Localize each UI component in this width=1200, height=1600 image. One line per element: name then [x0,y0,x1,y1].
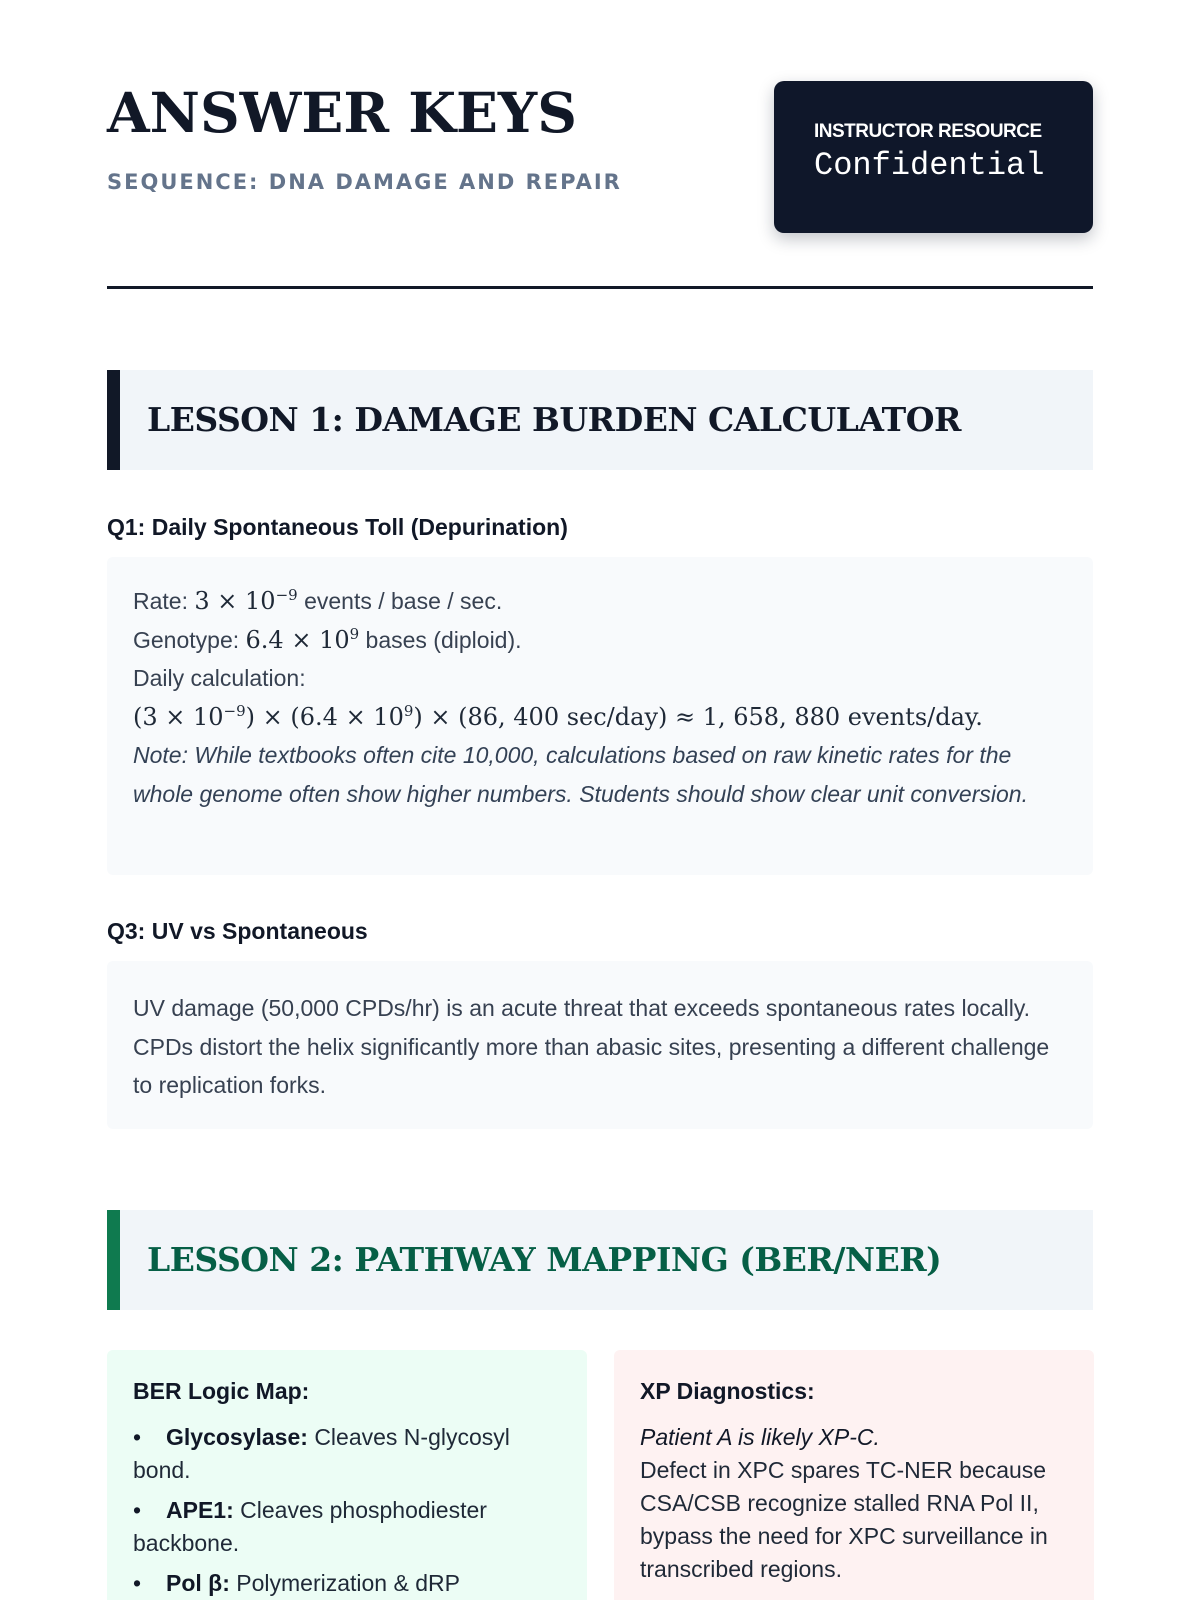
q1-calc-exponent-2: 9 [403,701,414,720]
xp-explanation: Defect in XPC spares TC-NER because CSA/CSB recognize stalled RNA Pol II, bypass the need for XPC surveillance in transcribed regions. [640,1457,1048,1582]
ber-step-desc: Polymerization & dRP [236,1570,460,1596]
q1-genotype-unit: bases (diploid). [365,626,522,653]
q1-genotype-value [246,626,360,654]
ber-step-item [133,1421,561,1487]
q1-rate-base: 3 × 10 [194,587,276,615]
q1-rate-value [194,587,297,615]
lesson-1-heading [107,370,1093,470]
q1-genotype-line [133,621,1067,660]
ber-step-item [133,1494,561,1560]
lesson-2-heading [107,1210,1093,1310]
q1-genotype-label: Genotype: [133,626,240,653]
q1-rate-exponent: −9 [275,586,298,604]
lesson-2-accent-bar [107,1210,120,1310]
lesson-1-accent-bar [107,370,120,470]
ber-step-term: Pol β: [166,1570,230,1596]
ber-card-title: BER Logic Map: [133,1378,310,1404]
xp-diagnosis: Patient A is likely XP-C. [640,1424,880,1450]
q1-rate-unit: events / base / sec. [304,588,503,614]
q3-answer-text: UV damage (50,000 CPDs/hr) is an acute threat that exceeds spontaneous rates locally. CPDs distort the helix significantly more than abasic sites, presenting a different challenge to replication forks. [133,995,1050,1098]
q1-genotype-base: 6.4 × 10 [245,625,350,654]
ber-step-desc: Cleaves N-glycosyl bond. [133,1424,510,1483]
lesson-2-title: LESSON 2: PATHWAY MAPPING (BER/NER) [147,1240,942,1279]
q1-rate-label: Rate: [133,588,188,614]
q1-daily-equation [133,698,1067,737]
q1-daily-label: Daily calculation: [133,665,306,691]
q1-rate-line [133,582,1067,621]
sequence-subtitle: SEQUENCE: DNA DAMAGE AND REPAIR [107,170,622,194]
ber-step-term: Glycosylase: [166,1424,308,1450]
badge-label: INSTRUCTOR RESOURCE [814,121,1042,142]
confidential-badge [774,81,1093,233]
page-header [107,0,1093,290]
ber-step-term: APE1: [166,1497,234,1523]
ber-logic-map-card [107,1350,587,1600]
q1-calc-part-1: (3 × 10 [133,702,224,731]
header-divider [107,286,1093,289]
xp-card-title: XP Diagnostics: [640,1378,815,1404]
q1-teacher-note: Note: While textbooks often cite 10,000, calculations based on raw kinetic rates for the whole genome often show higher numbers. Students should show clear unit conversion. [133,742,1028,807]
ber-step-desc: Cleaves phosphodiester backbone. [133,1497,487,1556]
q1-title: Q1: Daily Spontaneous Toll (Depurination) [107,514,568,540]
ber-step-list [133,1421,561,1600]
ber-step-item [133,1567,561,1600]
badge-value: Confidential [814,147,1045,184]
q1-calc-part-3: ) × (86, 400 sec/day) ≈ 1, 658, 880 events/day. [413,702,983,731]
q3-title: Q3: UV vs Spontaneous [107,918,368,944]
q1-calc-part-2: ) × (6.4 × 10 [245,702,404,731]
xp-diagnostics-card [614,1350,1094,1600]
q1-answer-box [107,557,1093,875]
q1-genotype-exponent: 9 [349,624,360,643]
lesson-1-title: LESSON 1: DAMAGE BURDEN CALCULATOR [147,400,961,439]
q1-calc-exponent-1: −9 [223,701,246,720]
q3-answer-box [107,961,1093,1129]
page-title: ANSWER KEYS [107,80,577,145]
